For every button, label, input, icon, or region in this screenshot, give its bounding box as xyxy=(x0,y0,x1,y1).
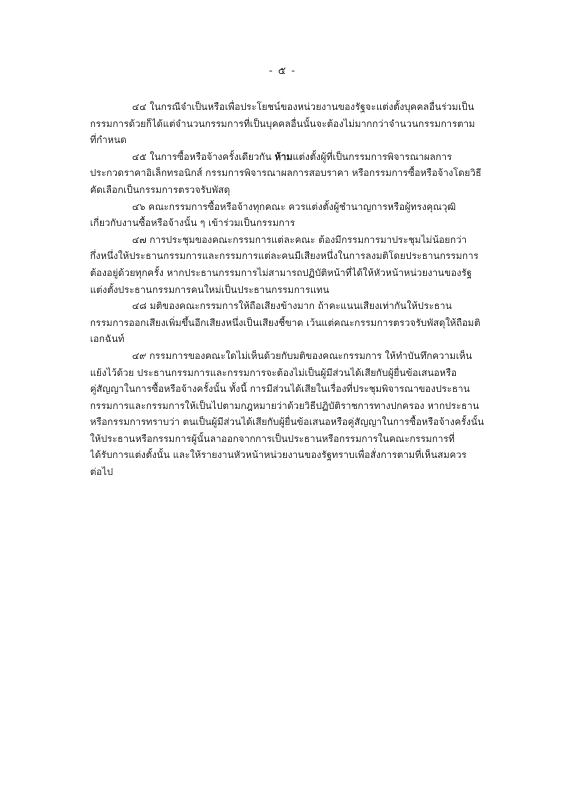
paragraph-line: แต่งตั้งประธานกรรมการคนใหม่เป็นประธานกรรมการแทน xyxy=(90,284,330,296)
document-body xyxy=(90,100,486,482)
paragraph-line: เกี่ยวกับงานซื้อหรือจ้างนั้น ๆ เข้าร่วมเป็นกรรมการ xyxy=(90,218,296,230)
paragraph-47 xyxy=(90,233,486,299)
paragraph-line: เอกฉันท์ xyxy=(90,334,125,346)
paragraph-line: ๔๗ การประชุมของคณะกรรมการแต่ละคณะ ต้องมีกรรมการมาประชุมไม่น้อยกว่า xyxy=(132,234,467,246)
paragraph-44 xyxy=(90,100,486,150)
paragraph-line: แย้งไว้ด้วย ประธานกรรมการและกรรมการจะต้องไม่เป็นผู้มีส่วนได้เสียกับผู้ยื่นข้อเสนอหรือ xyxy=(90,367,457,379)
paragraph-49 xyxy=(90,349,486,482)
paragraph-line: กรรมการออกเสียงเพิ่มขึ้นอีกเสียงหนึ่งเป็นเสียงชี้ขาด เว้นแต่คณะกรรมการตรวจรับพัสดุให้ถือมติ xyxy=(90,317,481,329)
paragraph-line: ได้รับการแต่งตั้งนั้น และให้รายงานหัวหน้าหน่วยงานของรัฐทราบเพื่อสั่งการตามที่เห็นสมควร xyxy=(90,450,467,462)
paragraph-line-mixed xyxy=(90,150,486,167)
paragraph-line: ให้ประธานหรือกรรมการผู้นั้นลาออกจากการเป็นประธานหรือกรรมการในคณะกรรมการที่ xyxy=(90,433,455,445)
paragraph-line: ประกวดราคาอิเล็กทรอนิกส์ กรรมการพิจารณาผลการสอบราคา หรือกรรมการซื้อหรือจ้างโดยวิธี xyxy=(90,168,482,180)
paragraph-line-start: ๔๕ ในการซื้อหรือจ้างครั้งเดียวกัน xyxy=(132,151,275,163)
paragraph-line: ๔๙ กรรมการของคณะใดไม่เห็นด้วยกับมติของคณะกรรมการ ให้ทำบันทึกความเห็น xyxy=(132,350,473,362)
paragraph-line: ที่กำหนด xyxy=(90,135,127,147)
paragraph-line: กึ่งหนึ่งให้ประธานกรรมการและกรรมการแต่ละคนมีเสียงหนึ่งในการลงมติโดยประธานกรรมการ xyxy=(90,251,479,263)
paragraph-line: กรรมการด้วยก็ได้แต่จำนวนกรรมการที่เป็นบุคคลอื่นนั้นจะต้องไม่มากกว่าจำนวนกรรมการตาม xyxy=(90,118,476,130)
bold-emphasis-word: ห้าม xyxy=(274,151,293,163)
paragraph-line: ๔๖ คณะกรรมการซื้อหรือจ้างทุกคณะ ควรแต่งตั้งผู้ชำนาญการหรือผู้ทรงคุณวุฒิ xyxy=(132,201,456,213)
paragraph-45 xyxy=(90,150,486,200)
paragraph-line: กรรมการและกรรมการให้เป็นไปตามกฎหมายว่าด้วยวิธีปฏิบัติราชการทางปกครอง หากประธาน xyxy=(90,400,480,412)
paragraph-46 xyxy=(90,200,486,233)
paragraph-line-end: แต่งตั้งผู้ที่เป็นกรรมการพิจารณาผลการ xyxy=(292,151,452,163)
paragraph-line: ๔๔ ในกรณีจำเป็นหรือเพื่อประโยชน์ของหน่วยงานของรัฐจะแต่งตั้งบุคคลอื่นร่วมเป็น xyxy=(132,102,475,113)
paragraph-line: ๔๘ มติของคณะกรรมการให้ถือเสียงข้างมาก ถ้าคะแนนเสียงเท่ากันให้ประธาน xyxy=(132,301,452,313)
paragraph-line: คู่สัญญาในการซื้อหรือจ้างครั้งนั้น ทั้งนี้ การมีส่วนได้เสียในเรื่องที่ประชุมพิจารณาของประธาน xyxy=(90,384,470,396)
page-number: - ๕ - xyxy=(268,65,297,77)
paragraph-48 xyxy=(90,299,486,349)
paragraph-line: คัดเลือกเป็นกรรมการตรวจรับพัสดุ xyxy=(90,184,231,196)
paragraph-line: หรือกรรมการทราบว่า ตนเป็นผู้มีส่วนได้เสียกับผู้ยื่นข้อเสนอหรือคู่สัญญาในการซื้อหรือจ้างครั้งนั้น xyxy=(90,417,484,429)
paragraph-line: ต้องอยู่ด้วยทุกครั้ง หากประธานกรรมการไม่สามารถปฏิบัติหน้าที่ได้ให้หัวหน้าหน่วยงานของรัฐ xyxy=(90,267,472,279)
paragraph-line: ต่อไป xyxy=(90,467,113,479)
